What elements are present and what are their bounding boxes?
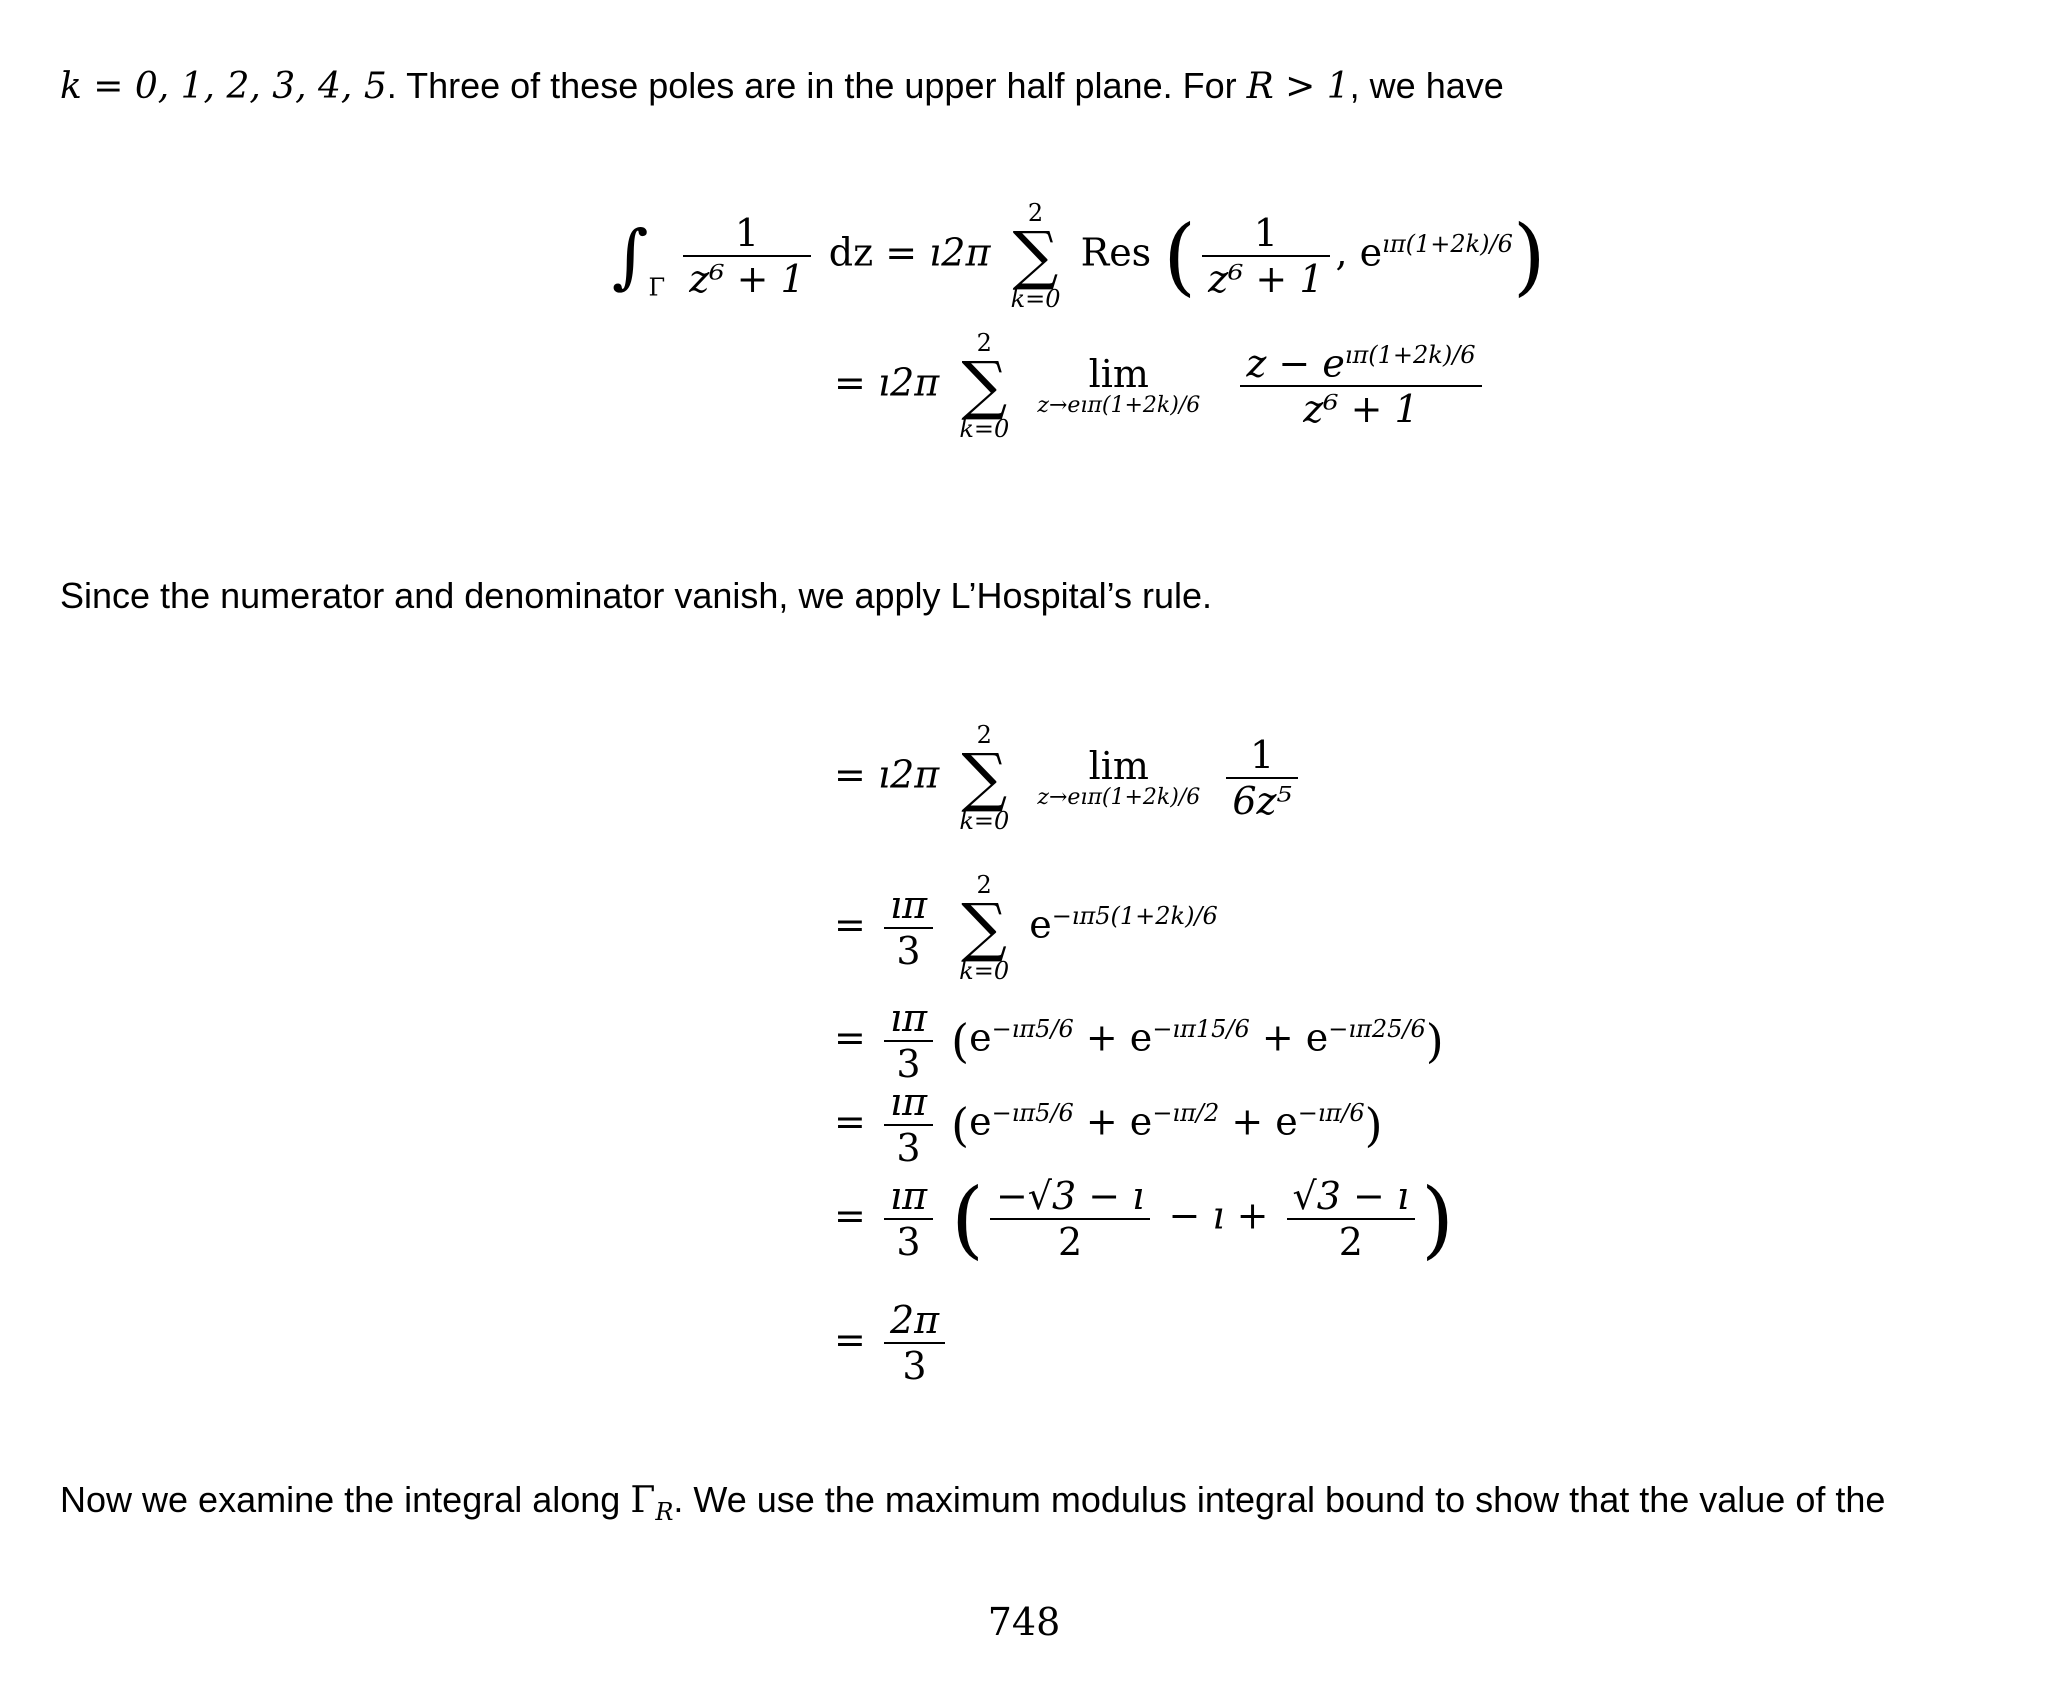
lhs-fraction [683,211,810,301]
para3-text-a: Now we examine the integral along [60,1479,631,1520]
term3-exponent: −ıπ25/6 [1328,1014,1426,1043]
limit-operator [1037,354,1200,418]
prefactor-denominator: 3 [884,1124,933,1170]
derivative-fraction [1226,733,1297,823]
equals-sign: = [834,1099,866,1144]
sum-upper: 2 [976,871,992,899]
coefficient: ı2π [929,230,991,275]
equation-exponential-sum [834,872,1218,984]
lim-subscript: z→eıπ(1+2k)/6 [1037,785,1201,810]
math-gamma-sub: R [655,1498,674,1527]
integral-sign: ∫ [612,215,649,297]
equation-cartesian-form: = $\frac{ı\pi}{3}$ ( $\frac{-√3 - ı}{2}$ − ı + $\frac{√3 - ı}{2}$ ) [834,1170,1454,1268]
prefactor-denominator: 3 [884,1218,933,1264]
residue-pole-exponent: ıπ(1+2k)/6 [1382,229,1513,258]
sigma-symbol: ∑ [961,741,1008,815]
limit-operator [1037,746,1200,810]
residue-pole: e [1359,230,1383,275]
term2-exponent: −ıπ15/6 [1152,1014,1250,1043]
sigma-symbol: ∑ [961,349,1008,423]
math-R-condition: R > 1 [1246,66,1350,107]
exp-exponent: −ıπ5(1+2k)/6 [1051,901,1218,930]
limit-numerator: $z - e^{ı\pi(1+2k)/6}$ [1246,340,1476,386]
page-number: 748 [987,1600,1061,1644]
coefficient: ı2π [877,752,940,797]
sum-lower: k=0 [1010,285,1061,313]
prefactor [884,1174,933,1264]
prefactor-numerator: ıπ [889,996,928,1040]
sum-upper: 2 [1027,199,1044,227]
second-fraction-denominator: 2 [1287,1218,1416,1264]
differential: dz [828,230,874,275]
result-denominator: 3 [884,1342,945,1388]
equals-sign: = [834,902,866,947]
summation [959,722,1009,834]
prefactor-denominator: 3 [884,1040,933,1086]
summation [1011,200,1061,312]
sum-lower: k=0 [959,415,1010,443]
sigma-symbol: ∑ [961,891,1007,965]
equals-sign: = [834,1193,866,1238]
first-fraction-denominator: 2 [990,1218,1150,1264]
prefactor-denominator: 3 [884,927,933,973]
lhs-numerator: 1 [734,211,760,255]
prefactor-numerator: ıπ [889,883,928,927]
term1-exponent: −ıπ5/6 [991,1098,1074,1127]
residue-operator: Res [1080,230,1152,275]
equation-integral-residue: $\int_\Gamma$ $\frac{1}{\text{z⁶ + 1}}$ dz = ı2π 2 ∑ k=0 Res ( $\frac{1}{\text{z⁶ + 1}}$ , $e^{ı\pi(1+2k)/6}$) [612,199,1546,313]
sum-upper: 2 [976,721,992,749]
summation [959,872,1009,984]
middle-term: − ı + [1168,1193,1269,1238]
residue-denominator: z⁶ + 1 [1202,255,1329,301]
math-gamma: Γ [630,1480,656,1521]
equation-after-lhospital [834,722,1304,834]
second-fraction [1287,1174,1416,1264]
lim-word: lim [1088,744,1149,788]
paragraph-lhospital: Since the numerator and denominator vanish, we apply L’Hospital’s rule. [60,575,1212,616]
equals-sign: = [834,752,866,797]
prefactor-numerator: ıπ [889,1080,928,1124]
result-numerator: 2π [889,1298,940,1342]
equals-sign: = [834,360,866,405]
summation [959,330,1009,442]
second-fraction-numerator: √3 − ı [1292,1174,1410,1218]
coefficient: ı2π [877,360,940,405]
term2-exponent: −ıπ/2 [1152,1098,1220,1127]
equals-sign: = [834,1015,866,1060]
limit-fraction [1240,341,1481,432]
para1-text-b: , we have [1349,65,1504,106]
derivative-numerator: 1 [1249,733,1275,777]
lim-subscript: z→eıπ(1+2k)/6 [1037,393,1201,418]
equals-sign: = [834,1317,866,1362]
para3-text-b: . We use the maximum modulus integral bound to show that the value of the [673,1479,1886,1520]
math-k-values: k = 0, 1, 2, 3, 4, 5 [60,66,387,107]
paragraph-poles [60,64,1988,109]
limit-denominator: z⁶ + 1 [1240,385,1481,431]
result-fraction [884,1298,945,1388]
residue-numerator: 1 [1253,211,1278,255]
sum-lower: k=0 [959,957,1010,985]
term3-exponent: −ıπ/6 [1297,1098,1365,1127]
sum-upper: 2 [976,329,992,357]
para1-text-a: . Three of these poles are in the upper half plane. For [386,65,1247,106]
term1-exponent: −ıπ5/6 [991,1014,1074,1043]
prefactor [884,996,933,1086]
contour-gamma: Γ [648,273,666,302]
sum-lower: k=0 [959,807,1010,835]
equation-final-result [834,1298,951,1388]
first-fraction [990,1174,1150,1264]
lim-word: lim [1088,352,1149,396]
prefactor [884,1080,933,1170]
prefactor-numerator: ıπ [889,1174,928,1218]
prefactor [884,883,933,973]
equation-expanded-terms: = $\frac{ı\pi}{3}$ $(e^{-ı\pi 5/6} + e^{-ı\pi 15/6} + e^{-ı\pi 25/6})$ [834,996,1444,1086]
equals-sign: = [885,230,918,275]
lhs-denominator: z⁶ + 1 [683,255,810,301]
paragraph-gamma-R [60,1478,1988,1534]
sigma-symbol: ∑ [1012,219,1059,293]
first-fraction-numerator: −√3 − ı [995,1174,1145,1218]
derivative-denominator: 6z⁵ [1226,777,1297,823]
equation-reduced-terms: = $\frac{ı\pi}{3}$ $(e^{-ı\pi 5/6} + e^{-ı\pi/2} + e^{-ı\pi/6})$ [834,1080,1383,1170]
equation-limit-form [834,330,1488,442]
residue-fraction [1202,211,1329,301]
exp-base: e [1029,902,1052,947]
